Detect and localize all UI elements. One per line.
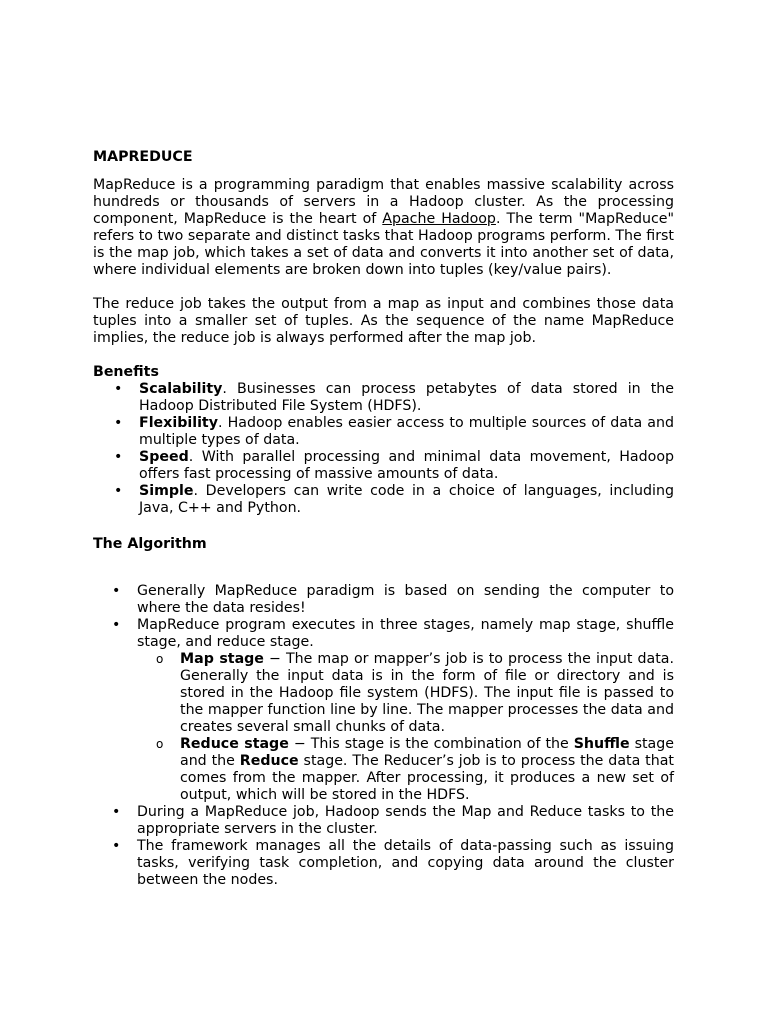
algorithm-list [93,583,674,889]
algorithm-item-text: MapReduce program executes in three stages, namely map stage, shuffle stage, and reduce stage. [137,617,674,650]
stage-keyword: Shuffle [573,736,630,752]
list-item [93,381,674,415]
bullet-icon: • [112,617,121,633]
stage-term: Map stage [180,651,264,667]
algorithm-item-text: The framework manages all the details of data-passing such as issuing tasks, verifying task completion, and copying data around the cluster between the nodes. [137,838,674,888]
benefit-text: . Developers can write code in a choice of languages, including Java, C++ and Python. [139,483,674,516]
benefit-term: Speed [139,449,189,465]
benefit-text: . With parallel processing and minimal data movement, Hadoop offers fast processing of massive amounts of data. [139,449,674,482]
document-body [93,149,674,889]
list-item [93,483,674,517]
list-item [137,651,674,736]
bullet-icon: • [112,838,121,854]
list-item [93,804,674,838]
algorithm-heading: The Algorithm [93,536,207,552]
document-title: MAPREDUCE [93,149,193,165]
list-item [93,449,674,483]
benefit-term: Scalability [139,381,223,397]
bullet-icon: • [114,381,123,397]
stage-text: stage and the [180,736,674,769]
bullet-icon: • [114,483,123,499]
list-item [93,415,674,449]
list-item [93,583,674,617]
intro-text-1: MapReduce is a programming paradigm that enables massive scalability across hundreds or thousands of servers in a Hadoop cluster. As the processing component, MapReduce is the heart of [93,177,674,227]
sub-bullet-icon: o [156,652,164,666]
algorithm-item-text: During a MapReduce job, Hadoop sends the Map and Reduce tasks to the appropriate servers in the cluster. [137,804,674,837]
bullet-icon: • [114,449,123,465]
apache-hadoop-link[interactable]: Apache Hadoop [382,211,496,227]
benefit-text: . Businesses can process petabytes of data stored in the Hadoop Distributed File System (HDFS). [139,381,674,414]
list-item [93,838,674,889]
benefit-term: Flexibility [139,415,218,431]
bullet-icon: • [114,415,123,431]
benefit-text: . Hadoop enables easier access to multiple sources of data and multiple types of data. [139,415,674,448]
intro-paragraph-2: The reduce job takes the output from a map as input and combines those data tuples into a smaller set of tuples. As the sequence of the name MapReduce implies, the reduce job is always performed after the map job. [93,296,674,346]
benefit-term: Simple [139,483,194,499]
sub-bullet-icon: o [156,737,164,751]
stage-list [137,651,674,804]
stage-text: − The map or mapper’s job is to process the input data. Generally the input data is in the form of file or directory and is stored in the Hadoop file system (HDFS). The input file is passed to the mapper function line by line. The mapper processes the data and creates several small chunks of data. [180,651,674,735]
algorithm-item-text: Generally MapReduce paradigm is based on sending the computer to where the data resides! [137,583,674,616]
benefits-heading: Benefits [93,364,159,380]
list-item [137,736,674,804]
intro-paragraph-1 [93,177,674,279]
intro-text-2: . The term "MapReduce" refers to two separate and distinct tasks that Hadoop programs perform. The first is the map job, which takes a set of data and converts it into another set of data, where individual elements are broken down into tuples (key/value pairs). [93,211,675,278]
bullet-icon: • [112,804,121,820]
bullet-icon: • [112,583,121,599]
stage-keyword: Reduce [239,753,299,769]
benefits-list [93,381,674,517]
stage-term: Reduce stage [180,736,289,752]
list-item [93,617,674,804]
stage-text: − This stage is the combination of the [288,736,574,752]
stage-text: stage. The Reducer’s job is to process the data that comes from the mapper. After processing, it produces a new set of output, which will be stored in the HDFS. [180,753,674,803]
